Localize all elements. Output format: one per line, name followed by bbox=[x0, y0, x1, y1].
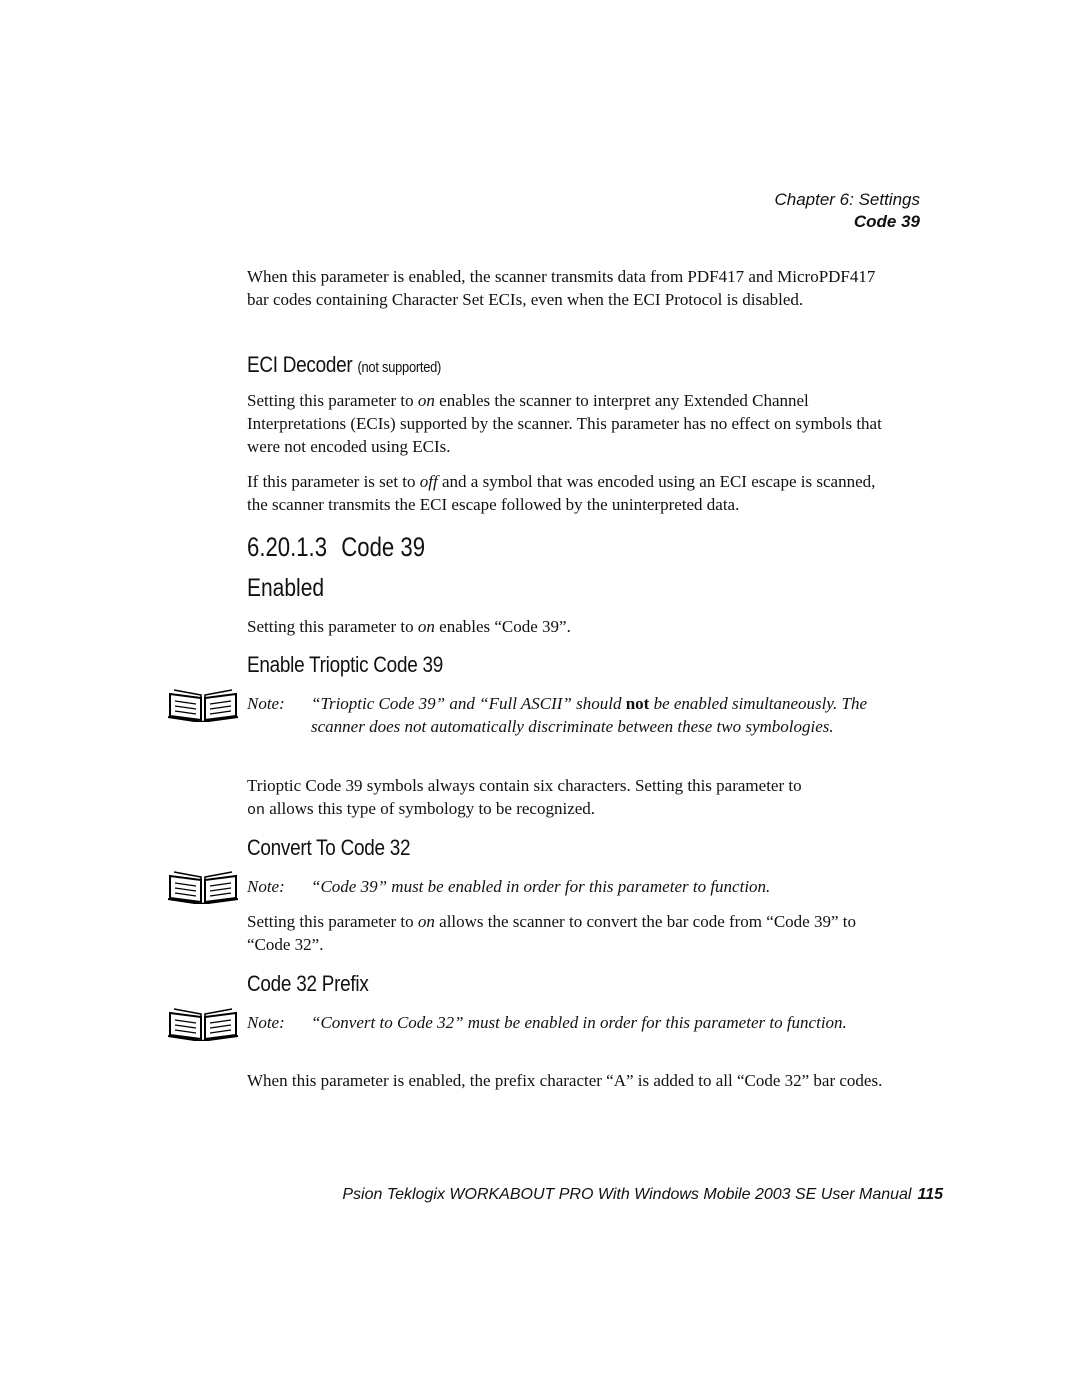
text-run: Setting this parameter to bbox=[247, 391, 418, 410]
text-run: Trioptic Code 39 symbols always contain six characters. Setting this parameter to bbox=[247, 776, 802, 795]
eci-decoder-heading-suffix: (not supported) bbox=[357, 359, 442, 376]
text-run: Setting this parameter to bbox=[247, 912, 418, 931]
section-heading-title: Code 39 bbox=[341, 532, 426, 562]
page-number: 115 bbox=[917, 1186, 943, 1203]
note-text bbox=[311, 692, 887, 738]
emphasis-off: off bbox=[419, 472, 438, 491]
footer-manual-title: Psion Teklogix WORKABOUT PRO With Windows Mobile 2003 SE User Manual bbox=[342, 1186, 912, 1203]
page-footer bbox=[342, 1186, 943, 1204]
section-heading-code39 bbox=[247, 532, 425, 563]
note-label: Note: bbox=[247, 694, 285, 713]
text-run: enables the scanner to interpret any Extended Channel Interpretations (ECIs) supported by the scanner. This parameter has no effect on symbols that were not encoded using ECIs. bbox=[247, 391, 882, 456]
note-label: Note: bbox=[247, 1013, 285, 1032]
chapter-title: Chapter 6: Settings bbox=[774, 190, 920, 209]
mono-on: on bbox=[247, 802, 266, 819]
enabled-heading: Enabled bbox=[247, 574, 325, 602]
note-label: Note: bbox=[247, 877, 285, 896]
text-run: Setting this parameter to bbox=[247, 617, 418, 636]
trioptic-note bbox=[247, 692, 887, 738]
eci-decoder-heading bbox=[247, 352, 441, 378]
trioptic-paragraph bbox=[247, 774, 887, 822]
trioptic-heading: Enable Trioptic Code 39 bbox=[247, 652, 444, 677]
intro-paragraph: When this parameter is enabled, the scanner transmits data from PDF417 and MicroPDF417 bar codes containing Character Set ECIs, even when the ECI Protocol is disabled. bbox=[247, 267, 876, 309]
emphasis-on: on bbox=[417, 617, 435, 636]
convert32-paragraph bbox=[247, 910, 887, 956]
enabled-paragraph bbox=[247, 615, 887, 638]
note-text: “Convert to Code 32” must be enabled in order for this parameter to function. bbox=[311, 1013, 847, 1032]
open-book-icon bbox=[167, 686, 239, 722]
running-header bbox=[774, 189, 920, 233]
open-book-icon bbox=[167, 1005, 239, 1041]
eci-decoder-paragraph-1 bbox=[247, 389, 887, 458]
prefix32-note bbox=[247, 1011, 887, 1034]
eci-decoder-heading-text: ECI Decoder bbox=[247, 352, 353, 377]
text-run: be enabled simultaneously. The scanner does not automatically discriminate between these two symbologies. bbox=[311, 694, 868, 736]
section-number: 6.20.1.3 bbox=[247, 532, 328, 562]
prefix32-heading: Code 32 Prefix bbox=[247, 971, 369, 996]
emphasis-on: on bbox=[417, 912, 435, 931]
text-run: “Trioptic Code 39” and “Full ASCII” should bbox=[311, 694, 626, 713]
text-run: If this parameter is set to bbox=[247, 472, 420, 491]
note-text: “Code 39” must be enabled in order for this parameter to function. bbox=[311, 877, 771, 896]
bold-not: not bbox=[625, 694, 650, 713]
text-run: allows the scanner to convert the bar code from “Code 39” to “Code 32”. bbox=[247, 912, 856, 954]
open-book-icon bbox=[167, 868, 239, 904]
convert32-note bbox=[247, 875, 887, 898]
text-run: enables “Code 39”. bbox=[434, 617, 571, 636]
emphasis-on: on bbox=[417, 391, 435, 410]
prefix32-paragraph: When this parameter is enabled, the prefix character “A” is added to all “Code 32” bar codes. bbox=[247, 1071, 883, 1090]
convert32-heading: Convert To Code 32 bbox=[247, 835, 411, 860]
text-run: allows this type of symbology to be recognized. bbox=[265, 799, 596, 818]
text-run: and a symbol that was encoded using an ECI escape is scanned, the scanner transmits the ECI escape followed by the uninterpreted data. bbox=[247, 472, 876, 514]
section-title: Code 39 bbox=[853, 212, 920, 231]
eci-decoder-paragraph-2 bbox=[247, 470, 887, 516]
